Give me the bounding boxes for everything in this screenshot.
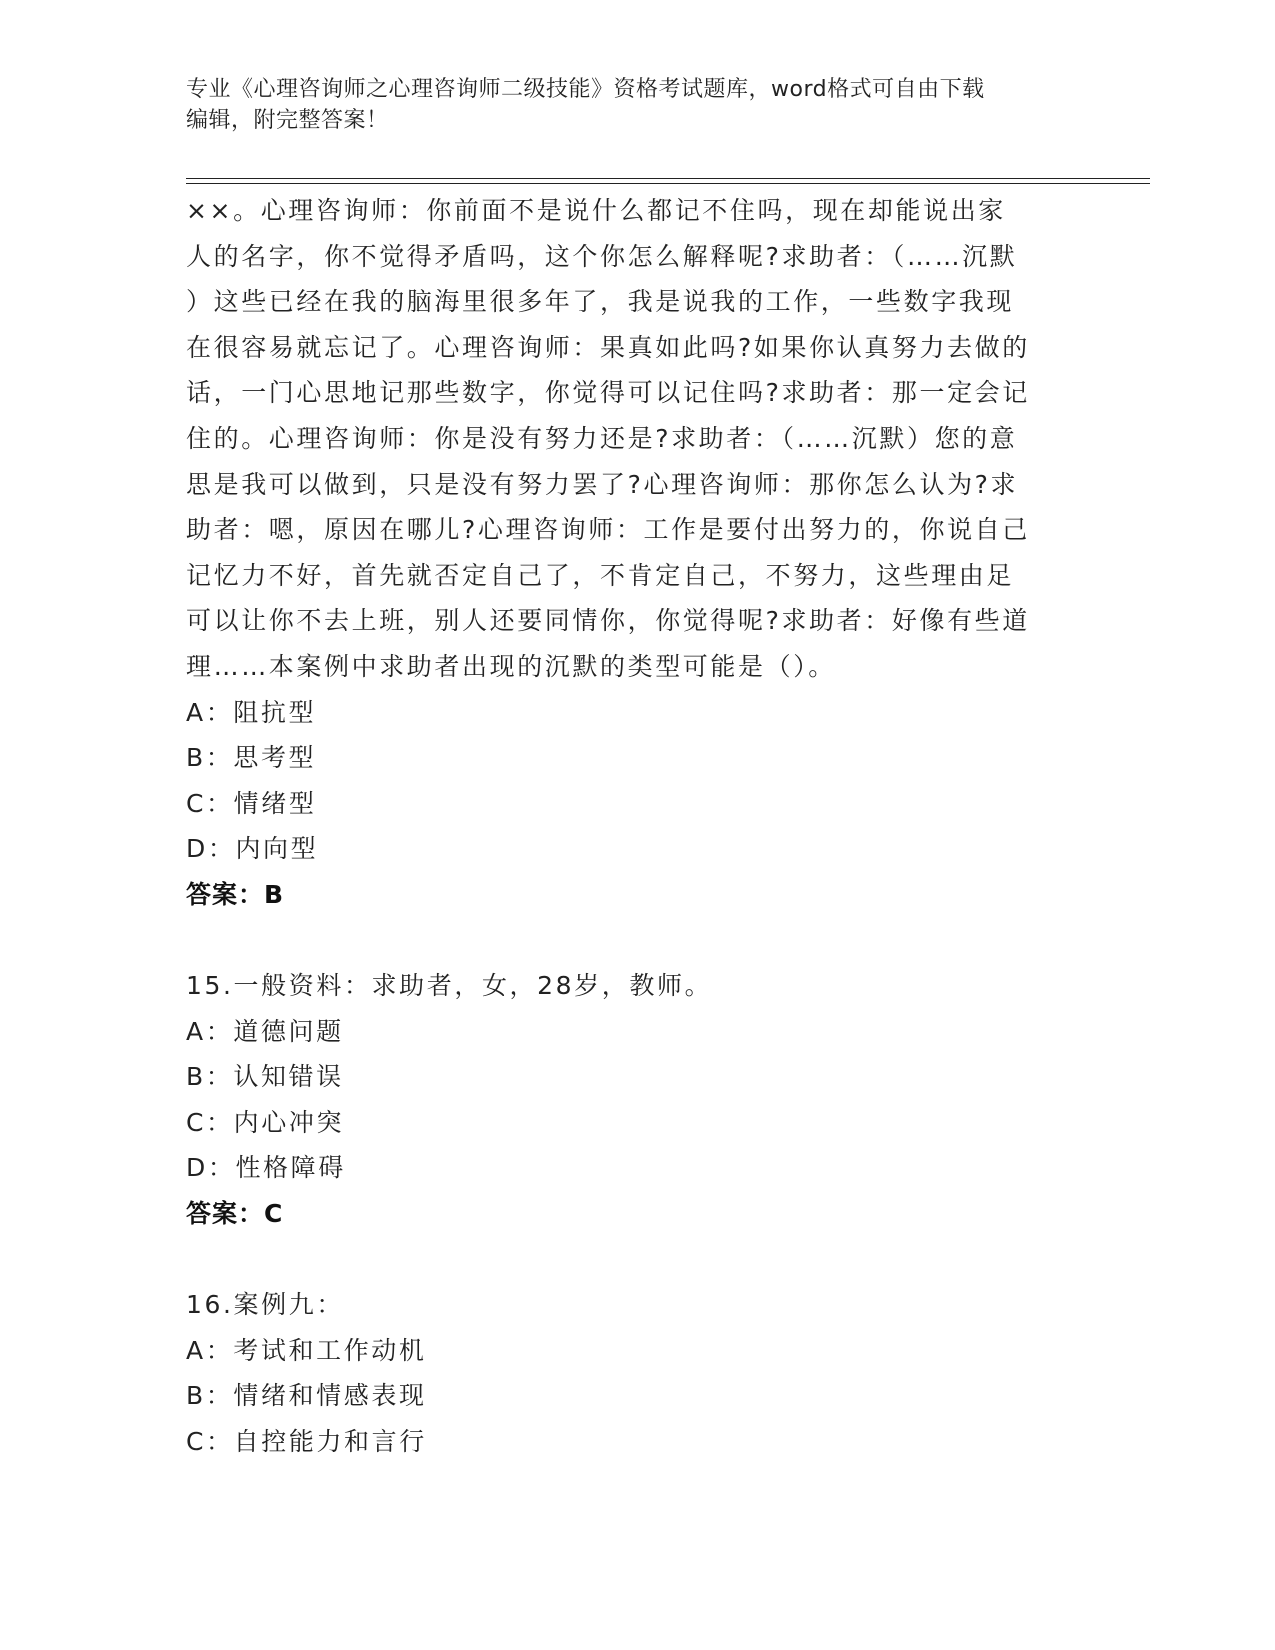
header-line-1: 专业《心理咨询师之心理咨询师二级技能》资格考试题库，word格式可自由下载 xyxy=(186,77,985,102)
option-b: B：认知错误 xyxy=(186,1062,344,1092)
question-text-line: 记忆力不好，首先就否定自己了，不肯定自己，不努力，这些理由足 xyxy=(186,560,1015,590)
document-body xyxy=(186,188,1086,1465)
question-16 xyxy=(186,1282,1086,1464)
option-b: B：思考型 xyxy=(186,743,317,773)
question-text-line: ××。心理咨询师：你前面不是说什么都记不住吗，现在却能说出家 xyxy=(186,196,1006,225)
question-stem: 16.案例九： xyxy=(186,1290,344,1320)
option-d: D：内向型 xyxy=(186,834,319,864)
document-header xyxy=(186,74,1066,136)
question-text-line: 思是我可以做到，只是没有努力罢了?心理咨询师：那你怎么认为?求 xyxy=(186,469,1019,499)
answer: 答案：C xyxy=(186,1199,284,1229)
option-b: B：情绪和情感表现 xyxy=(186,1381,427,1411)
option-c: C：内心冲突 xyxy=(186,1107,345,1137)
question-text-line: 可以让你不去上班，别人还要同情你，你觉得呢?求助者：好像有些道 xyxy=(186,606,1030,636)
question-text-line: ）这些已经在我的脑海里很多年了，我是说我的工作，一些数字我现 xyxy=(186,287,1015,317)
option-c: C：自控能力和言行 xyxy=(186,1427,427,1457)
question-14 xyxy=(186,188,1086,918)
spacer xyxy=(186,918,1086,964)
question-text-line: 助者：嗯，原因在哪儿?心理咨询师：工作是要付出努力的，你说自己 xyxy=(186,515,1030,545)
question-stem: 15.一般资料：求助者，女，28岁，教师。 xyxy=(186,971,713,1001)
question-text-line: 住的。心理咨询师：你是没有努力还是?求助者：（……沉默）您的意 xyxy=(186,423,1018,453)
option-d: D：性格障碍 xyxy=(186,1153,346,1183)
question-text-line: 在很容易就忘记了。心理咨询师：果真如此吗?如果你认真努力去做的 xyxy=(186,332,1030,362)
spacer xyxy=(186,1237,1086,1283)
option-a: A：道德问题 xyxy=(186,1016,344,1046)
header-line-2: 编辑，附完整答案！ xyxy=(186,108,389,133)
option-a: A：考试和工作动机 xyxy=(186,1335,427,1365)
answer: 答案：B xyxy=(186,879,285,909)
question-text-line: 人的名字，你不觉得矛盾吗，这个你怎么解释呢?求助者：（……沉默 xyxy=(186,241,1018,271)
option-a: A：阻抗型 xyxy=(186,697,317,727)
header-divider-top xyxy=(186,178,1150,179)
question-15 xyxy=(186,963,1086,1237)
header-divider-bottom xyxy=(186,183,1150,184)
question-text-line: 理……本案例中求助者出现的沉默的类型可能是（）。 xyxy=(186,651,836,681)
question-text-line: 话，一门心思地记那些数字，你觉得可以记住吗?求助者：那一定会记 xyxy=(186,378,1030,408)
option-c: C：情绪型 xyxy=(186,788,317,818)
